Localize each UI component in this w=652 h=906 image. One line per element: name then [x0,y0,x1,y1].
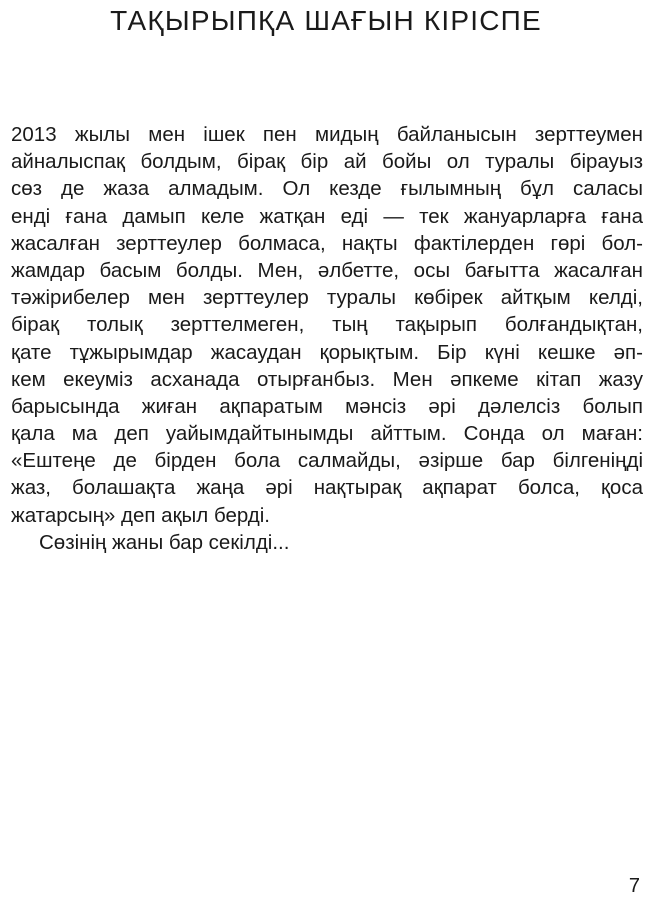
page-number: 7 [628,875,640,897]
paragraph-line: қала ма деп уайымдайтынымды айттым. Сонда ол маған: [11,422,643,446]
paragraph-line: жаз, болашақта жаңа әрі нақтырақ ақпарат болса, қоса [11,476,643,500]
paragraph-line: тәжірибелер мен зерттеулер туралы көбірек айтқым келді, [11,286,643,310]
paragraph-line: сөз де жаза алмадым. Ол кезде ғылымның бұл саласы [11,177,643,201]
paragraph-line: қате тұжырымдар жасаудан қорықтым. Бір күні кешке әп- [11,340,643,364]
paragraph-line: жасалған зерттеулер болмаса, нақты фактілерден гөрі бол- [11,231,643,255]
paragraph-line: енді ғана дамып келе жатқан еді — тек жануарларға ғана [11,204,643,228]
paragraph-line: барысында жиған ақпаратым мәнсіз әрі дәлелсіз болып [11,394,643,418]
second-paragraph: Сөзінің жаны бар секілді... [39,530,290,554]
paragraph-line: жамдар басым болды. Мен, әлбетте, осы бағытта жасалған [11,258,643,282]
paragraph-line: бірақ толық зерттелмеген, тың тақырып болғандықтан, [11,313,643,337]
paragraph-line: айналыспақ болдым, бірақ бір ай бойы ол туралы бірауыз [11,150,643,174]
paragraph-line: «Ештеңе де бірден бола салмайды, әзірше бар білгеніңді [11,449,643,473]
chapter-title: ТАҚЫРЫПҚА ШАҒЫН КІРІСПЕ [110,5,542,36]
body-text [11,121,643,556]
paragraph-line: 2013 жылы мен ішек пен мидың байланысын зерттеумен [11,123,643,146]
paragraph-line: кем екеуміз асханада отырғанбыз. Мен әпкеме кітап жазу [11,367,643,391]
paragraph-line: жатарсың» деп ақыл берді. [11,503,271,527]
